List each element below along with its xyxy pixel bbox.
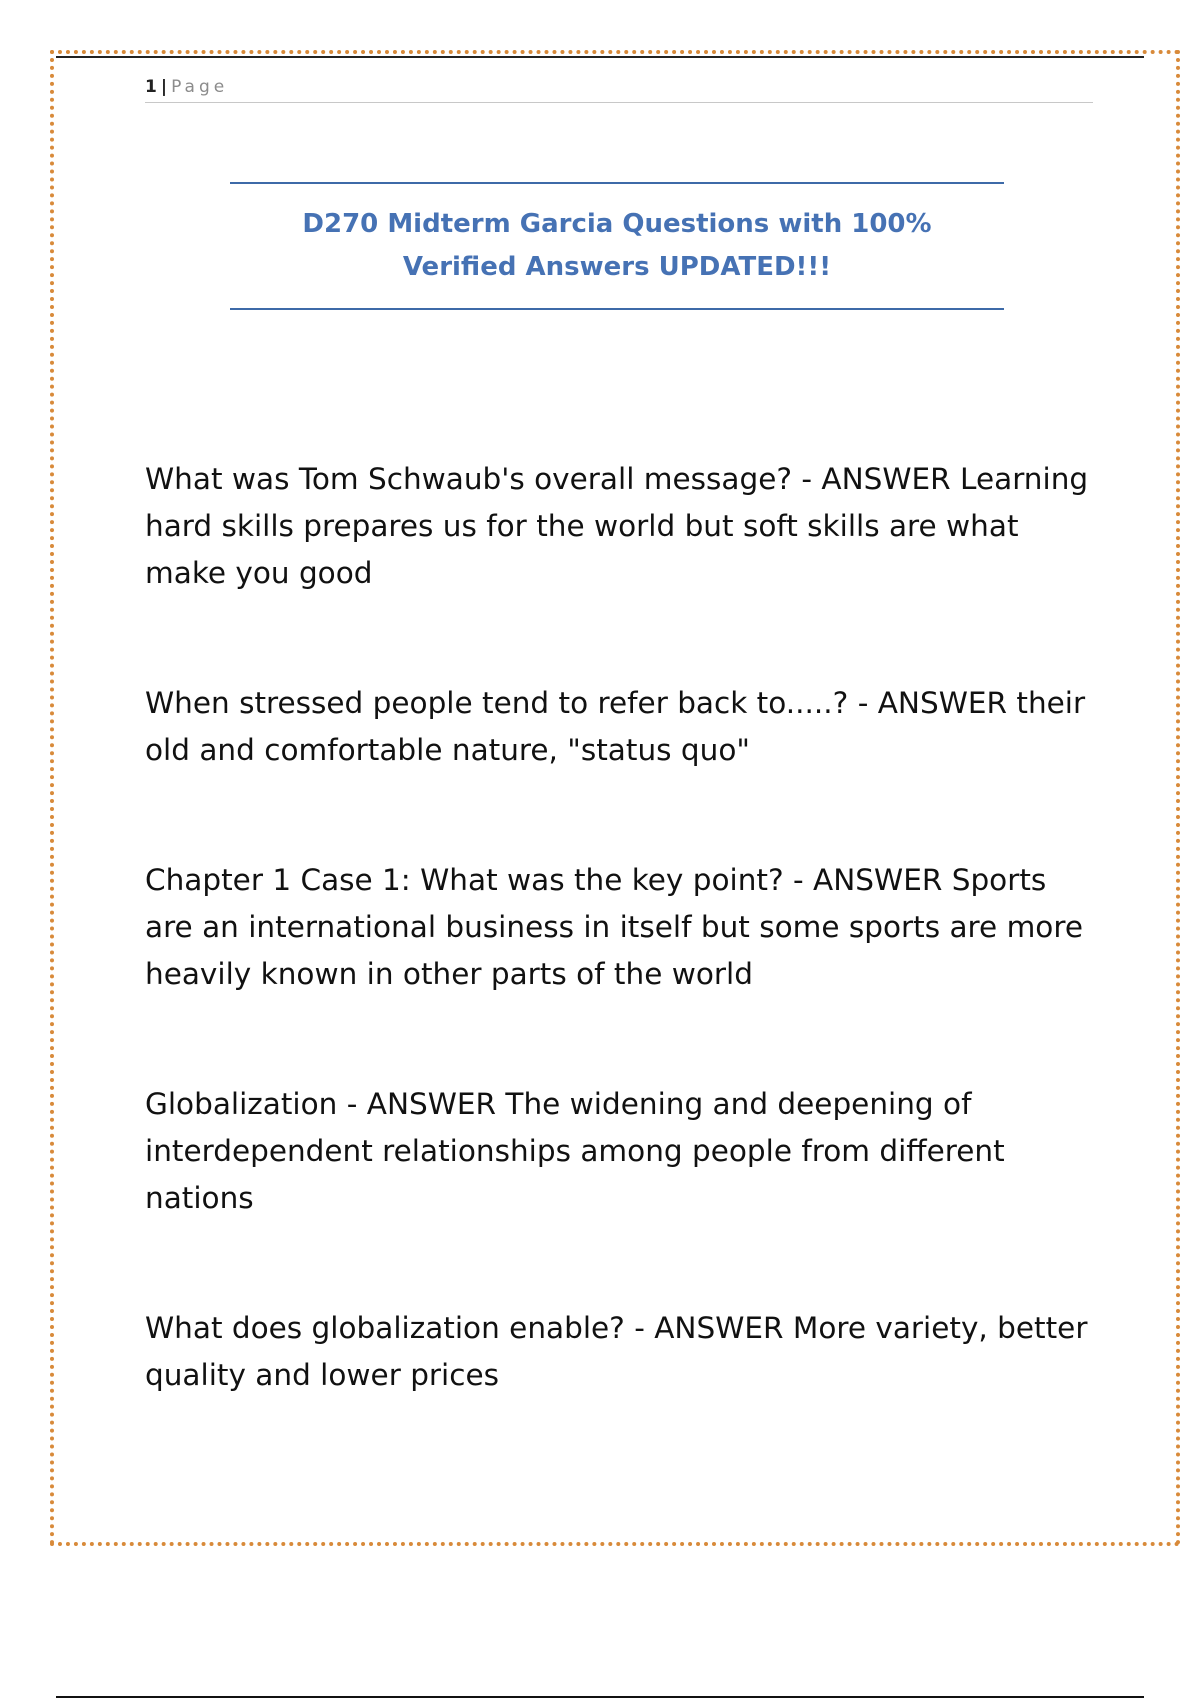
qa-item-3: Chapter 1 Case 1: What was the key point? - ANSWER Sports are an international business in itself but some sports are more heavily known in other parts of the world	[145, 863, 1083, 991]
document-title: D270 Midterm Garcia Questions with 100% Verified Answers UPDATED!!!	[302, 209, 932, 282]
qa-item-2: When stressed people tend to refer back to.....? - ANSWER their old and comfortable nature, "status quo"	[145, 686, 1086, 767]
qa-item-4: Globalization - ANSWER The widening and deepening of interdependent relationships among people from different nations	[145, 1087, 1005, 1215]
qa-list	[145, 456, 1095, 1399]
page-number: 1	[145, 77, 157, 97]
top-rule	[56, 56, 1144, 58]
title-box	[230, 182, 1004, 310]
page-header	[145, 72, 1093, 103]
qa-item-5: What does globalization enable? - ANSWER More variety, better quality and lower prices	[145, 1311, 1088, 1392]
page-separator: |	[160, 77, 168, 97]
bottom-rule	[56, 1696, 1144, 1698]
page-label: Page	[171, 77, 229, 97]
qa-item-1: What was Tom Schwaub's overall message? - ANSWER Learning hard skills prepares us for the world but soft skills are what make you good	[145, 462, 1089, 590]
